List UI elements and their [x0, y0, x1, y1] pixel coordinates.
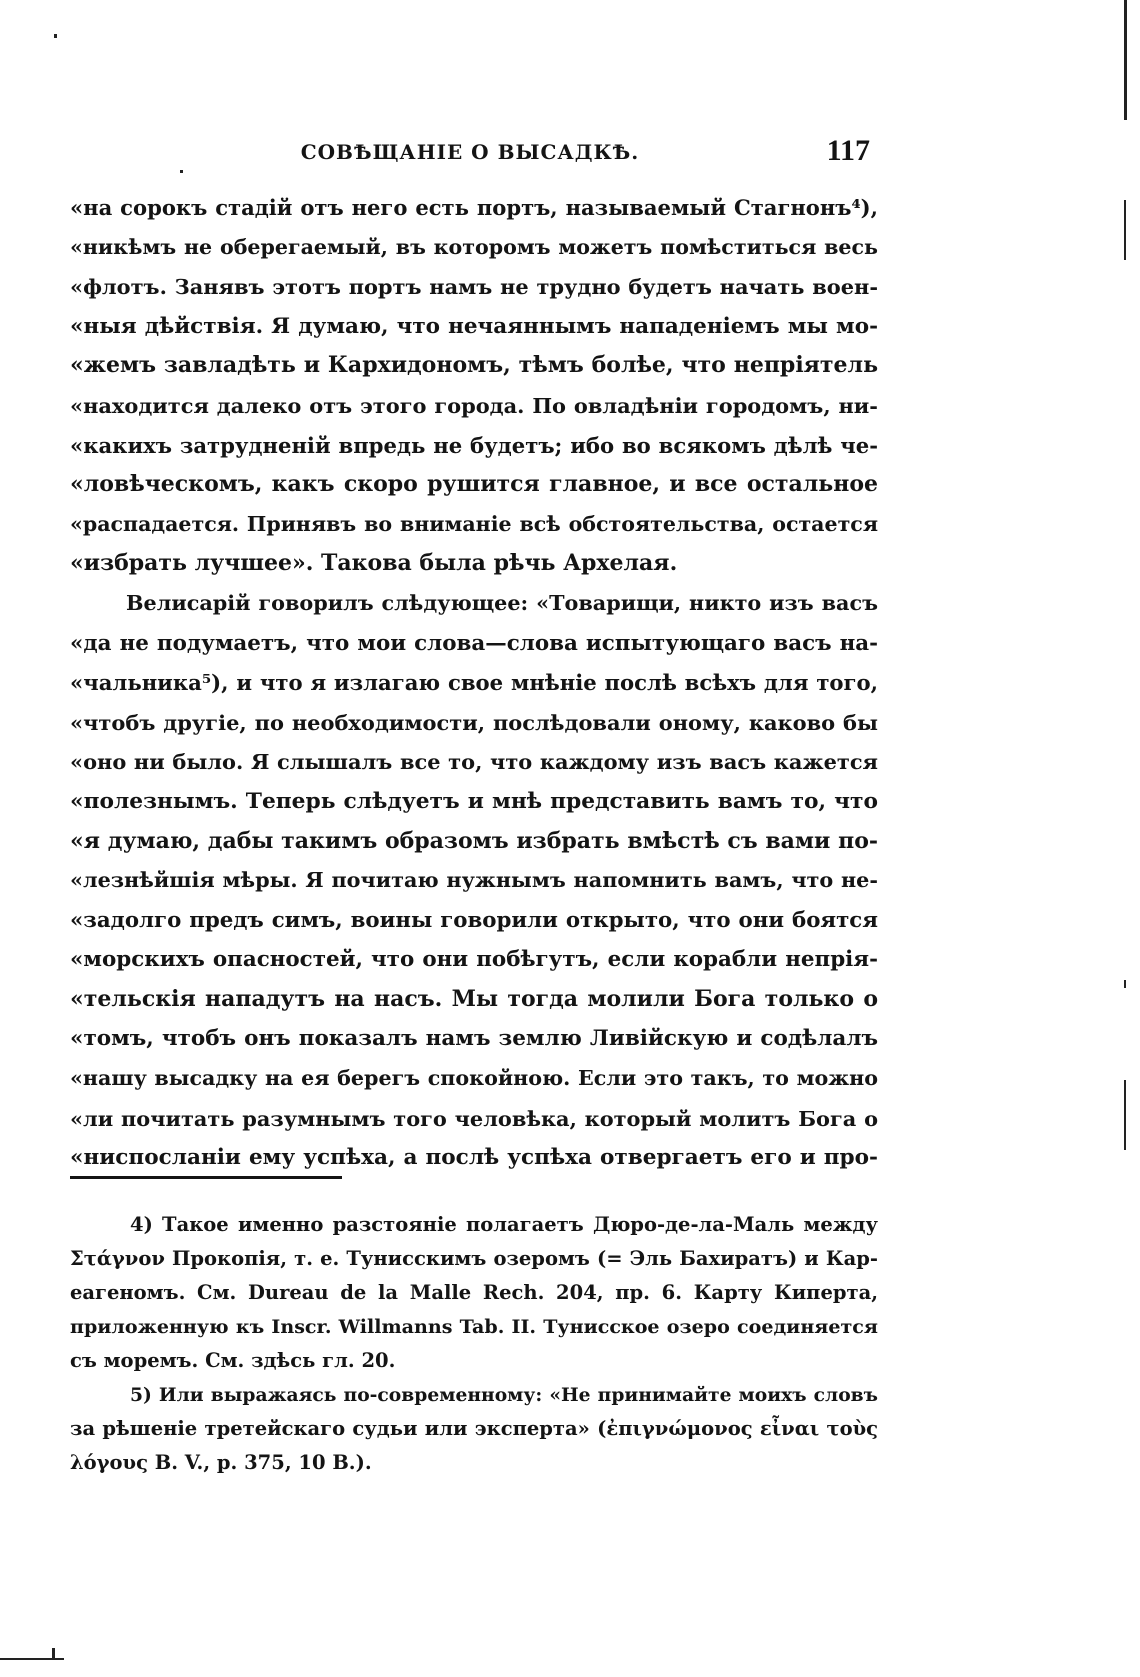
footnotes: [70, 1208, 878, 1480]
page-number: 117: [826, 134, 870, 167]
text-line: «ли почитать разумнымъ того человѣка, который молитъ Бога о: [70, 1105, 878, 1131]
text-line: «чальника⁵), и что я излагаю свое мнѣніе послѣ всѣхъ для того,: [70, 670, 878, 696]
scan-edge-line: [1124, 980, 1126, 988]
text-line: «чтобъ другіе, по необходимости, послѣдовали оному, каково бы: [70, 709, 878, 735]
text-line: «находится далеко отъ этого города. По овладѣніи городомъ, ни-: [70, 392, 878, 418]
text-line: «ниспосланіи ему успѣха, а послѣ успѣха отвергаетъ его и про-: [70, 1145, 878, 1171]
text-line: «лезнѣйшія мѣры. Я почитаю нужнымъ напомнить вамъ, что не-: [70, 868, 878, 893]
text-line: «никѣмъ не оберегаемый, въ которомъ можетъ помѣститься весь: [70, 234, 878, 259]
scan-edge-line: [1124, 0, 1127, 120]
text-line: «оно ни было. Я слышалъ все то, что каждому изъ васъ кажется: [70, 749, 878, 775]
scan-speck: [180, 170, 183, 173]
footnote-4-line: Στάγνον Прокопія, т. е. Тунисскимъ озеромъ (= Эль Бахиратъ) и Кар-: [70, 1247, 878, 1270]
text-line: «ныя дѣйствія. Я думаю, что нечаяннымъ нападеніемъ мы мо-: [70, 313, 878, 339]
footnote-5-line: λόγους B. V., p. 375, 10 B.).: [70, 1451, 372, 1474]
scan-edge-line: [1124, 200, 1126, 260]
footnote-divider: [70, 1176, 342, 1179]
text-line: «какихъ затрудненій впредь не будетъ; ибо во всякомъ дѣлѣ че-: [70, 432, 878, 458]
text-line: «да не подумаетъ, что мои слова—слова испытующаго васъ на-: [70, 630, 878, 656]
text-line: «нашу высадку на ея берегъ спокойною. Если это такъ, то можно: [70, 1066, 878, 1091]
text-line: «задолго предъ симъ, воины говорили открыто, что они боятся: [70, 907, 878, 933]
text-line: «тельскія нападутъ на насъ. Мы тогда молили Бога только о: [70, 985, 878, 1012]
text-line: «ловѣческомъ, какъ скоро рушится главное, и все остальное: [70, 471, 878, 498]
text-line: «жемъ завладѣть и Кархидономъ, тѣмъ болѣе, что непріятель: [70, 352, 878, 379]
text-line: «морскихъ опасностей, что они побѣгутъ, если корабли непрія-: [70, 947, 878, 973]
footnote-5-line: 5) Или выражаясь по-современному: «Не принимайте моихъ словъ: [130, 1384, 878, 1406]
scan-edge-mark: [0, 1658, 64, 1660]
scan-edge-mark: [52, 1648, 55, 1658]
scan-speck: [54, 34, 57, 38]
scan-edge-line: [1124, 1080, 1126, 1150]
page-header: [70, 136, 870, 176]
text-line: «я думаю, дабы такимъ образомъ избрать вмѣстѣ съ вами по-: [70, 827, 878, 854]
text-line: «флотъ. Занявъ этотъ портъ намъ не трудно будетъ начать воен-: [70, 274, 878, 300]
main-text: [70, 188, 878, 1178]
running-head: СОВѢЩАНІЕ О ВЫСАДКѢ.: [300, 140, 640, 164]
paragraph-first-line: Велисарій говорилъ слѣдующее: «Товарищи, никто изъ васъ: [126, 590, 878, 615]
text-line: «полезнымъ. Теперь слѣдуетъ и мнѣ представить вамъ то, что: [70, 788, 878, 814]
text-line: «томъ, чтобъ онъ показалъ намъ землю Ливійскую и содѣлалъ: [70, 1026, 878, 1052]
footnote-4-line: еагеномъ. См. Dureau de la Malle Rech. 204, пр. 6. Карту Киперта,: [70, 1281, 878, 1304]
text-line: «избрать лучшее». Такова была рѣчь Архелая.: [70, 550, 678, 577]
footnote-4-line: приложенную къ Inscr. Willmanns Tab. II. Тунисское озеро соединяется: [70, 1316, 878, 1338]
footnote-5-line: за рѣшеніе третейскаго судьи или эксперта» (ἐπιγνώμονος εἶναι τοὺς: [70, 1417, 878, 1440]
footnote-4-line: съ моремъ. См. здѣсь гл. 20.: [70, 1349, 396, 1372]
footnote-4-line: 4) Такое именно разстояніе полагаетъ Дюро-де-ла-Маль между: [130, 1213, 878, 1236]
text-line: «распадается. Принявъ во вниманіе всѣ обстоятельства, остается: [70, 511, 878, 536]
text-line: «на сорокъ стадій отъ него есть портъ, называемый Стагнонъ⁴),: [70, 195, 878, 220]
